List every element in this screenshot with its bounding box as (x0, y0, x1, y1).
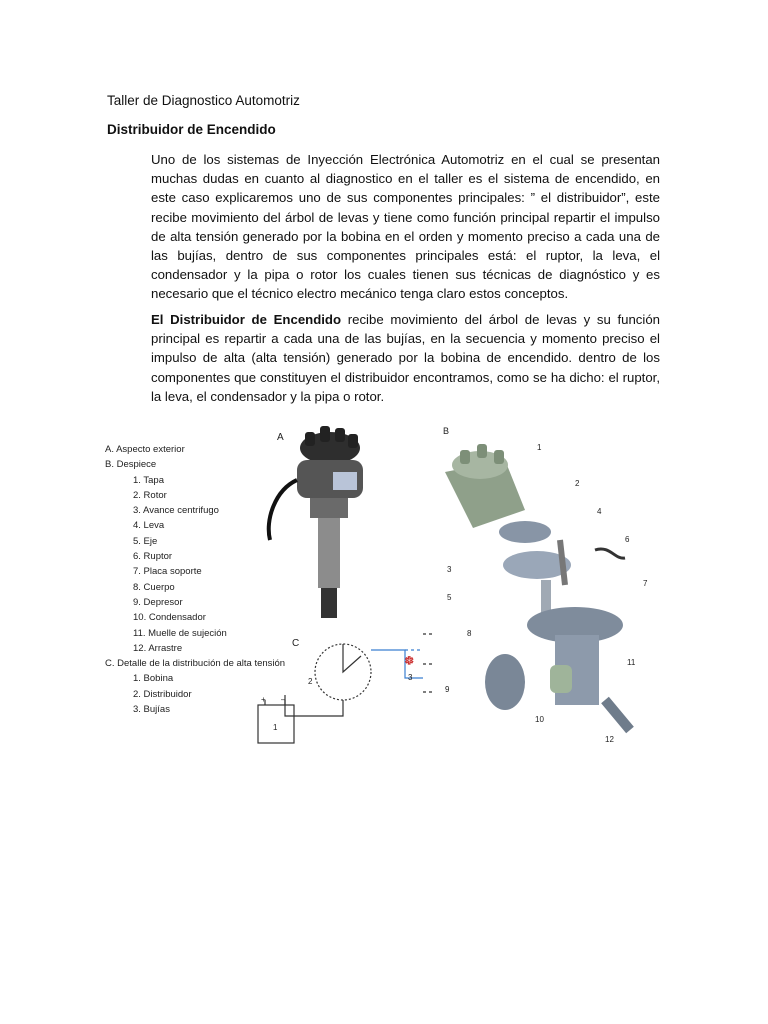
callout-3: 3 (447, 565, 452, 574)
paragraph-2-text: recibe movimiento del árbol de levas y su función principal es repartir a cada una de las bujías, en la secuencia y momento preciso el impulso de alta (alta tensión) generado por la bobina de encendido. dentro de los componentes que constituyen el distribuidor encontramos, como se ha dicho: el ruptor, la leva, el condensador y la pipa o rotor. (151, 312, 660, 404)
callout-4: 4 (597, 507, 602, 516)
circuit-label-plugs: 3 (408, 673, 413, 682)
distributor-figure (105, 420, 663, 750)
panel-letter-a: A (277, 432, 284, 443)
legend-item: 2. Rotor (133, 489, 167, 501)
callout-11: 11 (627, 658, 636, 667)
callout-1: 1 (537, 443, 542, 452)
paragraph-2 (151, 310, 660, 406)
legend-item: 12. Arrastre (133, 642, 183, 654)
legend-item: A. Aspecto exterior (105, 444, 185, 455)
callout-9: 9 (445, 685, 450, 694)
circuit-label-plus: + (261, 695, 266, 704)
callout-5: 5 (447, 593, 452, 602)
section-title: Distribuidor de Encendido (107, 122, 276, 137)
circuit-diagram (258, 634, 435, 743)
doc-title: Taller de Diagnostico Automotriz (107, 93, 300, 108)
legend-item: 8. Cuerpo (133, 581, 175, 593)
legend-item: 1. Bobina (133, 673, 174, 685)
paragraph-1: Uno de los sistemas de Inyección Electrónica Automotriz en el cual se presentan muchas dudas en cuanto al diagnostico en el taller es el sistema de encendido, en este caso explicaremos uno de sus componentes principales: ” el distribuidor”, este recibe movimiento del árbol de levas y tiene como función principal repartir el impulso de alta tensión generado por la bobina en el orden y momento preciso a cada una de las bujías, dentro de sus componentes principales está: el ruptor, la leva, el condensador y la pipa o rotor los cuales tienen sus técnicas de diagnóstico y es necesario que el técnico electro mecánico tenga claro estos conceptos. (151, 152, 660, 302)
legend-item: B. Despiece (105, 459, 157, 471)
legend-item: 10. Condensador (133, 612, 206, 624)
circuit-labels (261, 673, 413, 732)
panel-letter-b: B (443, 426, 450, 436)
legend-item: 4. Leva (133, 520, 165, 532)
figure-drawings (105, 420, 663, 750)
callout-7: 7 (643, 579, 648, 588)
callout-2: 2 (575, 479, 580, 488)
legend-item: 2. Distribuidor (133, 688, 192, 700)
legend-item: 11. Muelle de sujeción (133, 627, 227, 639)
panel-letter-c: C (292, 638, 300, 649)
svg-text:✱: ✱ (405, 656, 414, 667)
circuit-label-distributor: 2 (308, 677, 313, 686)
circuit-label-minus: – (281, 695, 286, 704)
legend-item: 1. Tapa (133, 474, 164, 486)
legend-item: 6. Ruptor (133, 551, 173, 563)
legend-item: C. Detalle de la distribución de alta tensión (105, 658, 286, 670)
callout-6: 6 (625, 535, 630, 544)
exploded-view (445, 444, 630, 730)
circuit-label-coil: 1 (273, 723, 278, 732)
legend-item: 9. Depresor (133, 596, 183, 608)
legend-item: 3. Bujías (133, 704, 170, 716)
legend-item: 7. Placa soporte (133, 566, 202, 578)
callout-10: 10 (535, 715, 544, 724)
paragraph-2-bold: El Distribuidor de Encendido (151, 312, 342, 327)
callout-8: 8 (467, 629, 472, 638)
legend-item: 5. Eje (133, 535, 158, 547)
distributor-photo (269, 426, 363, 618)
callout-12: 12 (605, 735, 614, 744)
legend-item: 3. Avance centrifugo (133, 505, 219, 517)
